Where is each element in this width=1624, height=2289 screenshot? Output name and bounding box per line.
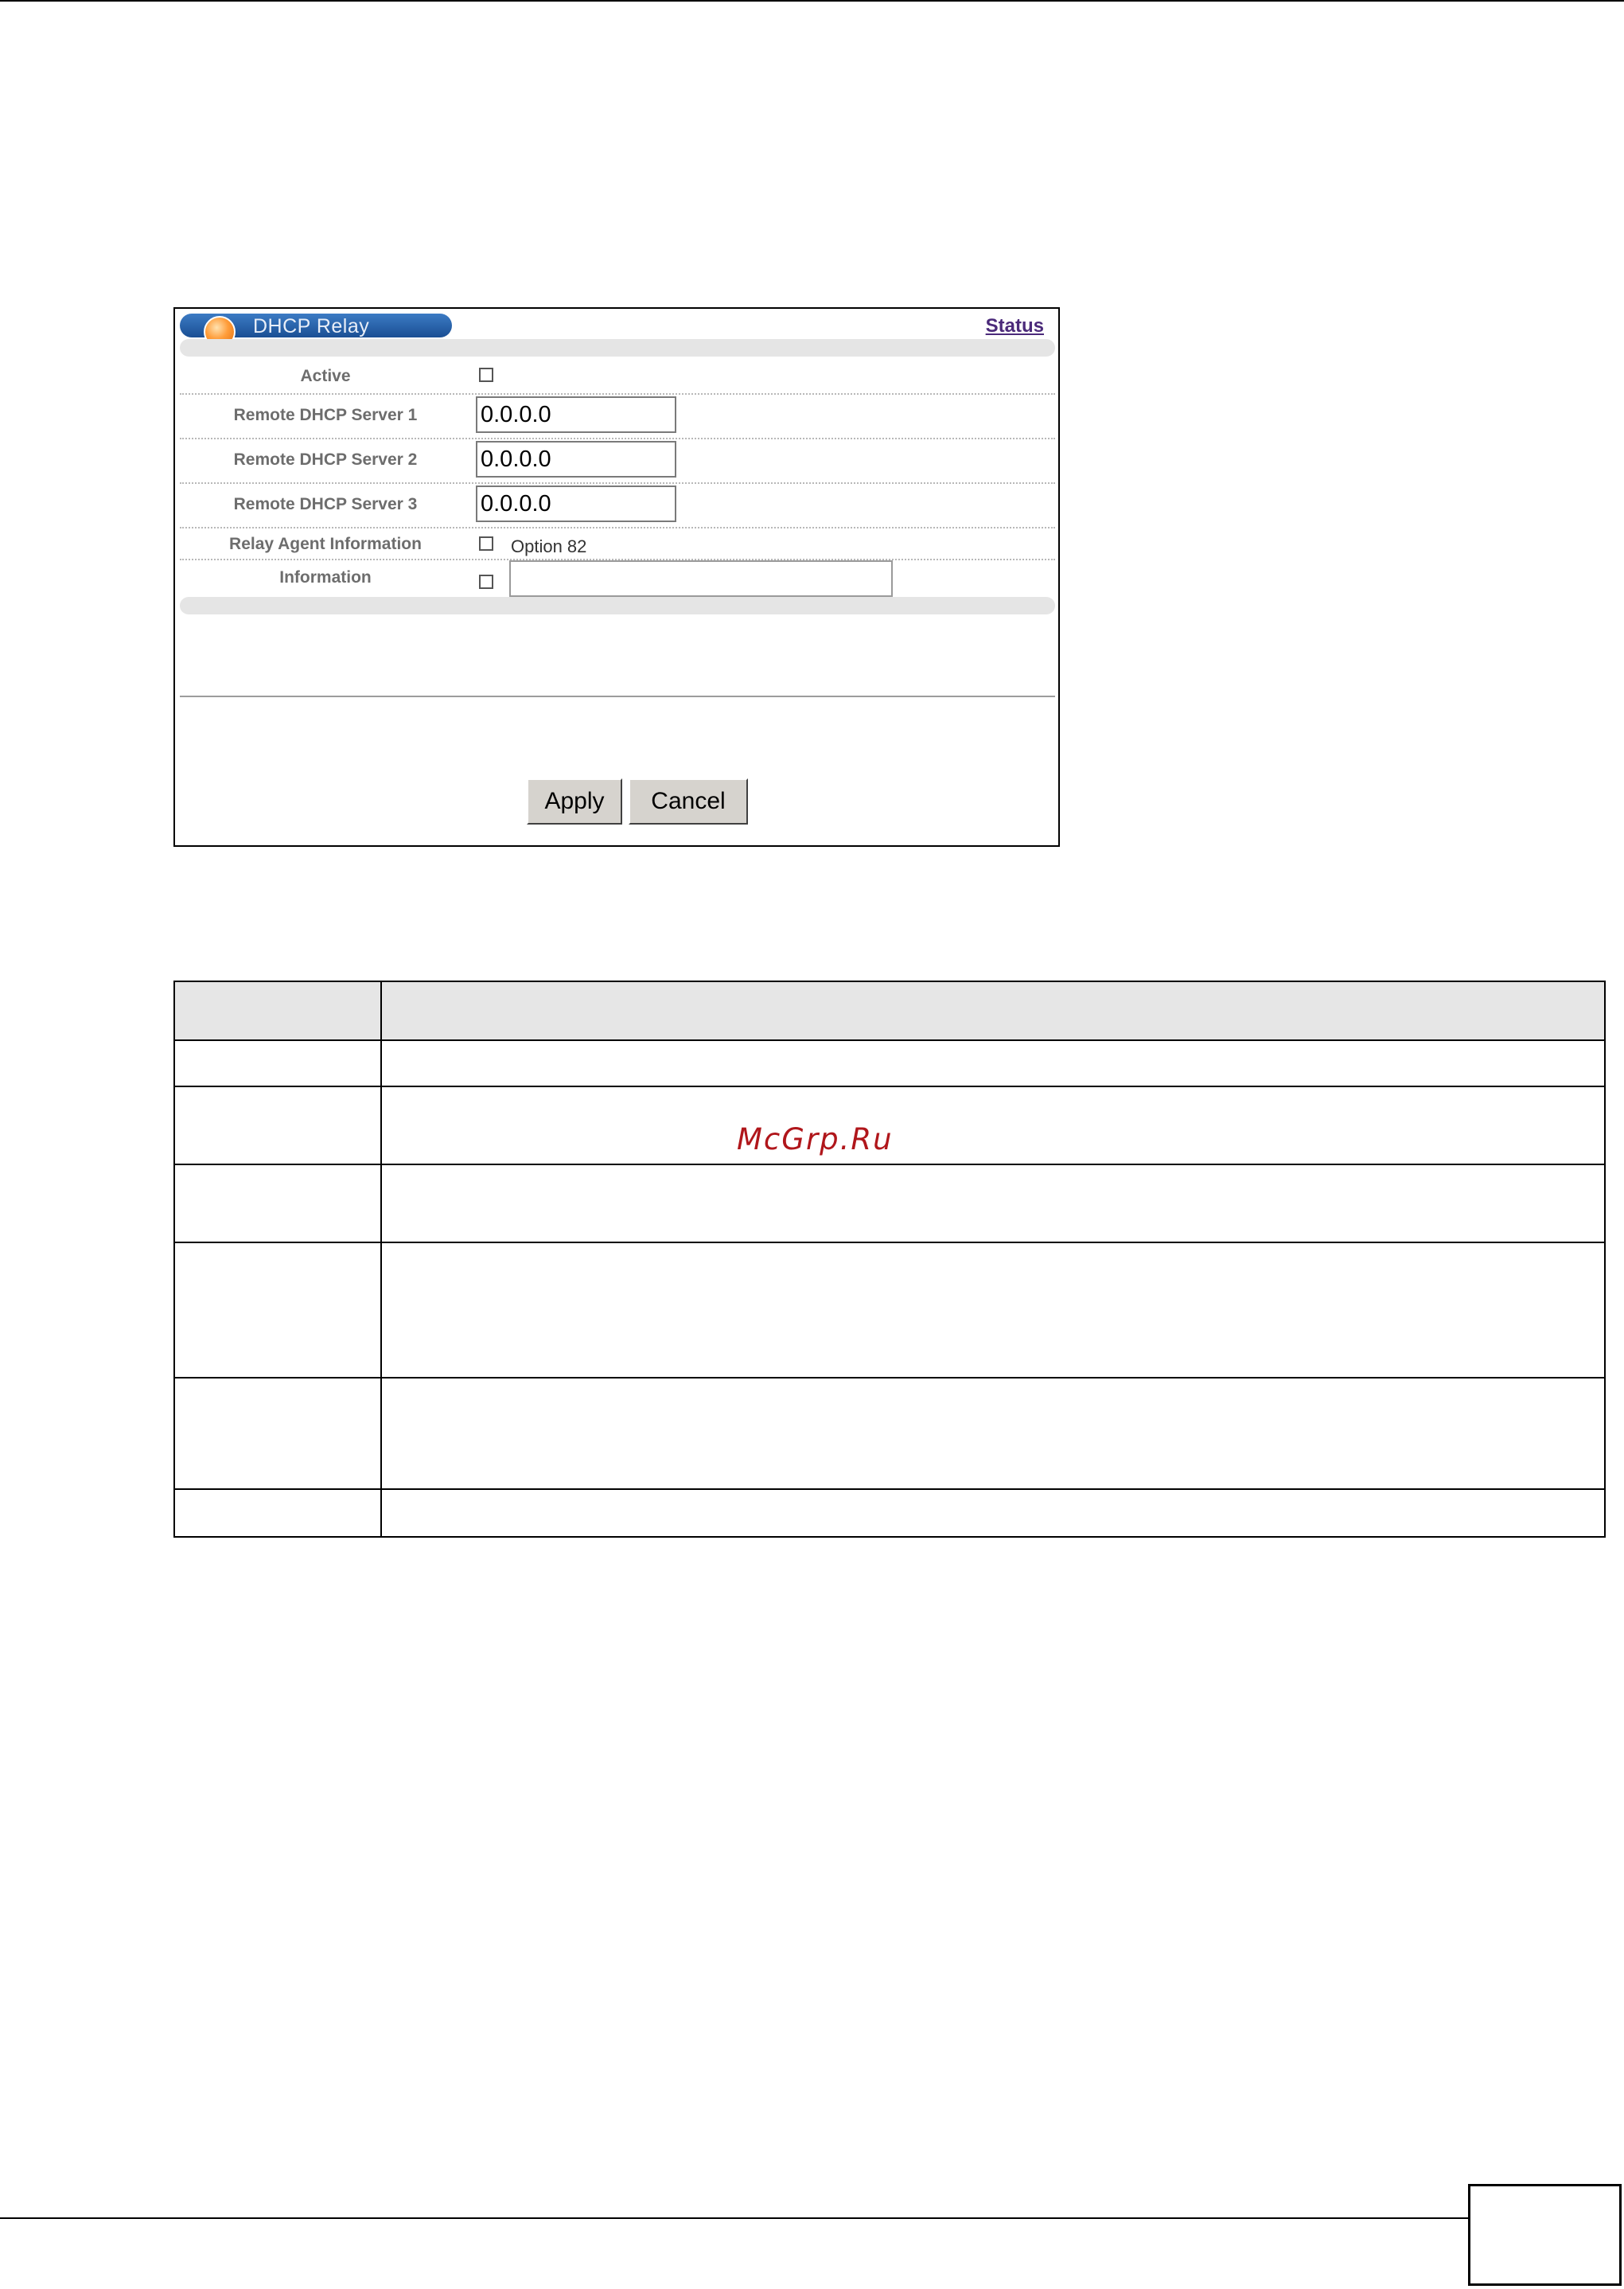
page-number-box [1468, 2184, 1622, 2286]
table-cell [381, 1086, 1605, 1164]
table-cell [174, 1378, 381, 1489]
field-description-table [173, 981, 1606, 1538]
active-label: Active [300, 367, 351, 385]
server2-label: Remote DHCP Server 2 [233, 450, 418, 469]
footer-shade-bar [180, 597, 1055, 614]
table-cell [381, 1242, 1605, 1378]
bottom-rule [0, 2217, 1468, 2219]
page-title: DHCP Relay [253, 315, 370, 337]
table-cell [381, 1489, 1605, 1537]
option82-label: Option 82 [511, 536, 587, 556]
table-cell [174, 1164, 381, 1242]
server1-label: Remote DHCP Server 1 [233, 406, 418, 424]
table-row [174, 1164, 1605, 1242]
header-shade-bar [180, 339, 1055, 357]
information-checkbox[interactable] [479, 575, 493, 589]
watermark: McGrp.Ru [737, 1122, 894, 1156]
status-link[interactable]: Status [985, 315, 1044, 337]
server2-input[interactable] [476, 441, 676, 478]
title-bar [180, 314, 452, 337]
divider [180, 696, 1055, 697]
information-label: Information [279, 568, 372, 587]
active-checkbox[interactable] [479, 368, 493, 382]
information-input[interactable] [509, 560, 893, 597]
apply-button[interactable]: Apply [527, 778, 622, 825]
table-cell [174, 1242, 381, 1378]
table-cell [174, 1040, 381, 1086]
table-cell [381, 1164, 1605, 1242]
server3-label: Remote DHCP Server 3 [233, 495, 418, 513]
row-information [180, 560, 1055, 599]
table-cell [381, 1040, 1605, 1086]
table-row [174, 1242, 1605, 1378]
table-header-row [174, 981, 1605, 1040]
relay-agent-label: Relay Agent Information [229, 535, 422, 553]
row-server-3 [180, 484, 1055, 528]
row-server-2 [180, 439, 1055, 484]
server3-input[interactable] [476, 485, 676, 522]
table-header-cell [381, 981, 1605, 1040]
cancel-button[interactable]: Cancel [629, 778, 748, 825]
table-header-cell [174, 981, 381, 1040]
table-row [174, 1378, 1605, 1489]
row-relay-agent [180, 528, 1055, 560]
top-rule [0, 0, 1624, 2]
table-cell [381, 1378, 1605, 1489]
table-row [174, 1040, 1605, 1086]
dhcp-relay-screen [173, 307, 1060, 847]
server1-input[interactable] [476, 396, 676, 433]
table-cell [174, 1489, 381, 1537]
table-cell [174, 1086, 381, 1164]
row-server-1 [180, 395, 1055, 439]
option82-checkbox[interactable] [479, 536, 493, 551]
row-active [180, 357, 1055, 395]
table-row [174, 1489, 1605, 1537]
